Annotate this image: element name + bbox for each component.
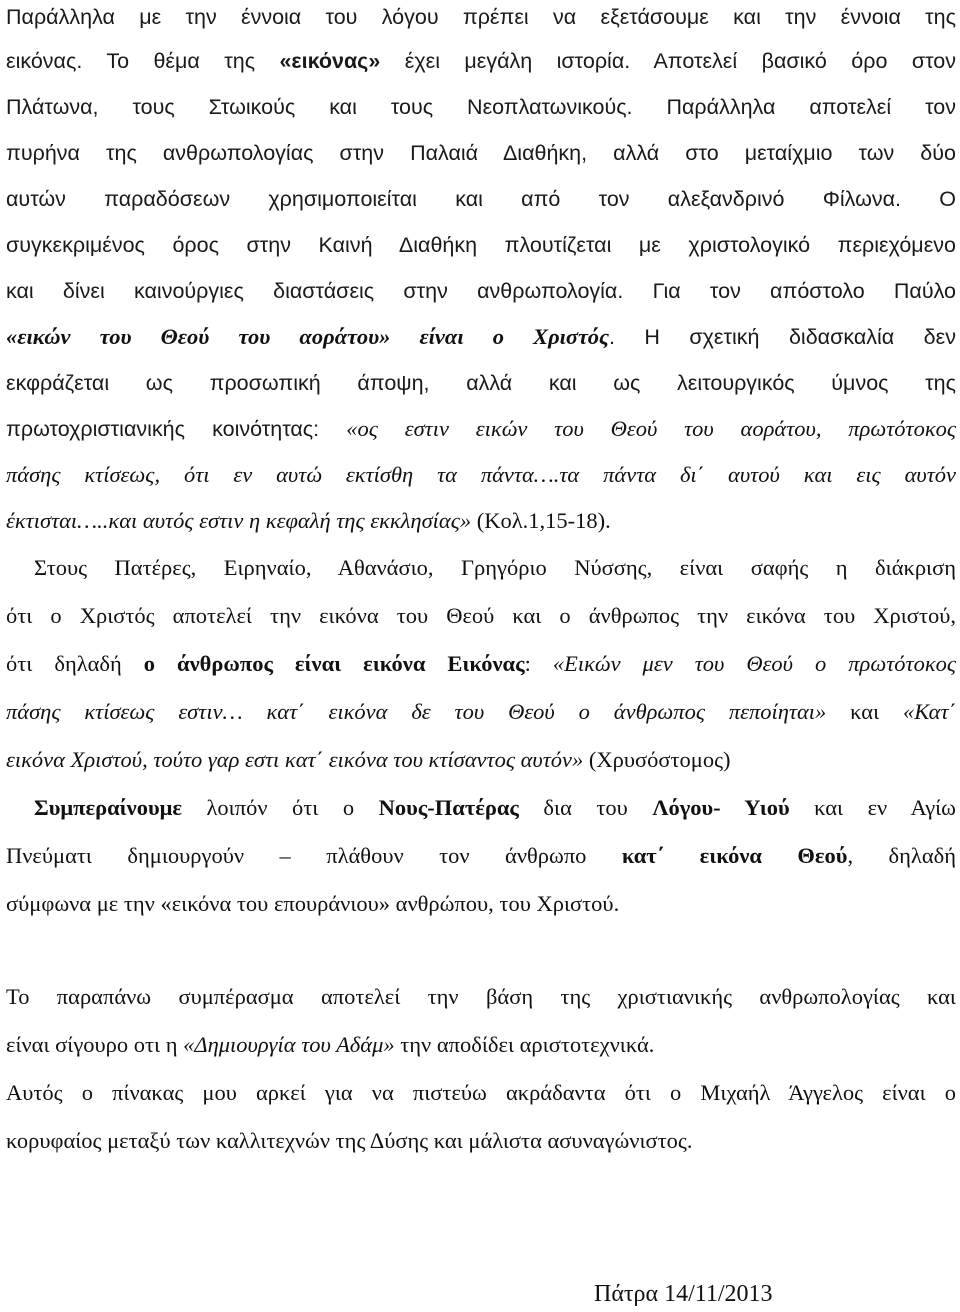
text-span: έχει μεγάλη ιστορία. Αποτελεί βασικό όρο στον	[380, 49, 956, 73]
text-span: και δίνει καινούργιες διαστάσεις στην ανθρωπολογία. Για τον απόστολο Παύλο	[6, 279, 956, 303]
italic-quote: «Κατ΄	[903, 699, 956, 724]
text-span: πρωτοχριστιανικής κοινότητας:	[6, 417, 347, 441]
text-span: αυτών παραδόσεων χρησιμοποιείται και από τον αλεξανδρινό Φίλωνα. Ο	[6, 187, 956, 211]
text-span: ότι ο Χριστός αποτελεί την εικόνα του Θεού και ο άνθρωπος την εικόνα του Χριστού,	[6, 603, 956, 628]
text-span: και εν Αγίω	[789, 795, 956, 820]
italic-quote: πάσης κτίσεως, ότι εν αυτώ εκτίσθη τα πάντα….τα πάντα δι΄ αυτού και εις αυτόν	[6, 462, 956, 487]
italic-quote: έκτισται…..και αυτός εστιν η κεφαλή της εκκλησίας»	[6, 508, 472, 533]
bold-term: κατ΄ εικόνα Θεού	[621, 843, 848, 868]
italic-quote: εικόνα Χριστού, τούτο γαρ εστι κατ΄ εικόνα του κτίσαντος αυτόν»	[6, 747, 584, 772]
italic-quote: «Εικών μεν του Θεού ο πρωτότοκος	[552, 651, 956, 676]
text-span: πυρήνα της ανθρωπολογίας στην Παλαιά Διαθήκη, αλλά στο μεταίχμιο των δύο	[6, 141, 956, 165]
text-span: Το παραπάνω συμπέρασμα αποτελεί την βάση της χριστιανικής ανθρωπολογίας και	[6, 984, 956, 1009]
p1-line-11	[6, 460, 956, 490]
p1-line-6	[6, 230, 956, 260]
text-span: Στους Πατέρες, Ειρηναίο, Αθανάσιο, Γρηγόριο Νύσσης, είναι σαφής η διάκριση	[34, 555, 956, 580]
p2-line-1	[6, 553, 956, 583]
p1-line-7	[6, 276, 956, 306]
p4-line-1	[6, 982, 956, 1012]
italic-quote: «ος εστιν εικών του Θεού του αοράτου, πρωτότοκος	[346, 416, 956, 441]
text-span: Παράλληλα με την έννοια του λόγου πρέπει να εξετάσουμε και την έννοια της	[6, 5, 956, 29]
text-span: σύμφωνα με την «εικόνα του επουράνιου» ανθρώπου, του Χριστού.	[6, 891, 620, 916]
text-span: την αποδίδει αριστοτεχνικά.	[394, 1032, 655, 1057]
p1-line-10	[6, 414, 956, 444]
p3-line-1	[6, 793, 956, 823]
citation: (Κολ.1,15-18).	[471, 508, 611, 533]
text-span: Πλάτωνα, τους Στωικούς και τους Νεοπλατωνικούς. Παράλληλα αποτελεί τον	[6, 95, 956, 119]
p3-line-2	[6, 841, 956, 871]
text-span: :	[524, 651, 553, 676]
citation: (Χρυσόστομος)	[583, 747, 731, 772]
bold-term: Λόγου- Υιού	[652, 795, 790, 820]
text-span: εικόνας. Το θέμα της	[6, 49, 280, 73]
p1-line-4	[6, 138, 956, 168]
text-span: είναι σίγουρο οτι η	[6, 1032, 184, 1057]
p2-line-3	[6, 649, 956, 679]
p2-line-5	[6, 745, 956, 775]
p1-line-8	[6, 322, 956, 352]
text-span: Αυτός ο πίνακας μου αρκεί για να πιστεύω ακράδαντα ότι ο Μιχαήλ Άγγελος είναι ο	[6, 1080, 956, 1105]
p2-line-4	[6, 697, 956, 727]
p1-line-9	[6, 368, 956, 398]
bold-term: «εικόνας»	[279, 49, 381, 73]
text-span: , δηλαδή	[847, 843, 956, 868]
p1-line-5	[6, 184, 956, 214]
p3-line-3	[6, 889, 956, 919]
p4-line-2	[6, 1030, 956, 1060]
p1-line-3	[6, 92, 956, 122]
p1-line-1	[6, 2, 956, 32]
text-span: . Η σχετική διδασκαλία δεν	[608, 325, 956, 349]
p4-line-3	[6, 1078, 956, 1108]
bold-term: Νους-Πατέρας	[378, 795, 519, 820]
text-span: Πνεύματι δημιουργούν – πλάθουν τον άνθρωπο	[6, 843, 622, 868]
signature-date: Πάτρα 14/11/2013	[594, 1281, 773, 1307]
text-span: ότι δηλαδή	[6, 651, 144, 676]
bold-italic-quote: «εικών του Θεού του αοράτου» είναι ο Χριστός	[6, 324, 609, 349]
text-span: λοιπόν ότι ο	[182, 795, 379, 820]
italic-quote: πάσης κτίσεως εστιν… κατ΄ εικόνα δε του Θεού ο άνθρωπος πεποίηται»	[6, 699, 827, 724]
p2-line-2	[6, 601, 956, 631]
bold-term: ο άνθρωπος είναι εικόνα Εικόνας	[143, 651, 525, 676]
text-span: κορυφαίος μεταξύ των καλλιτεχνών της Δύσης και μάλιστα ασυναγώνιστος.	[6, 1128, 693, 1153]
text-span: δια του	[518, 795, 653, 820]
p1-line-12	[6, 506, 956, 536]
text-span: και	[826, 699, 904, 724]
p1-line-2	[6, 46, 956, 76]
p4-line-4	[6, 1126, 956, 1156]
italic-title: «Δημιουργία του Αδάμ»	[183, 1032, 395, 1057]
bold-term: Συμπεραίνουμε	[34, 795, 183, 820]
text-span: εκφράζεται ως προσωπική άποψη, αλλά και ως λειτουργικός ύμνος της	[6, 371, 956, 395]
text-span: συγκεκριμένος όρος στην Καινή Διαθήκη πλουτίζεται με χριστολογικό περιεχόμενο	[6, 233, 956, 257]
